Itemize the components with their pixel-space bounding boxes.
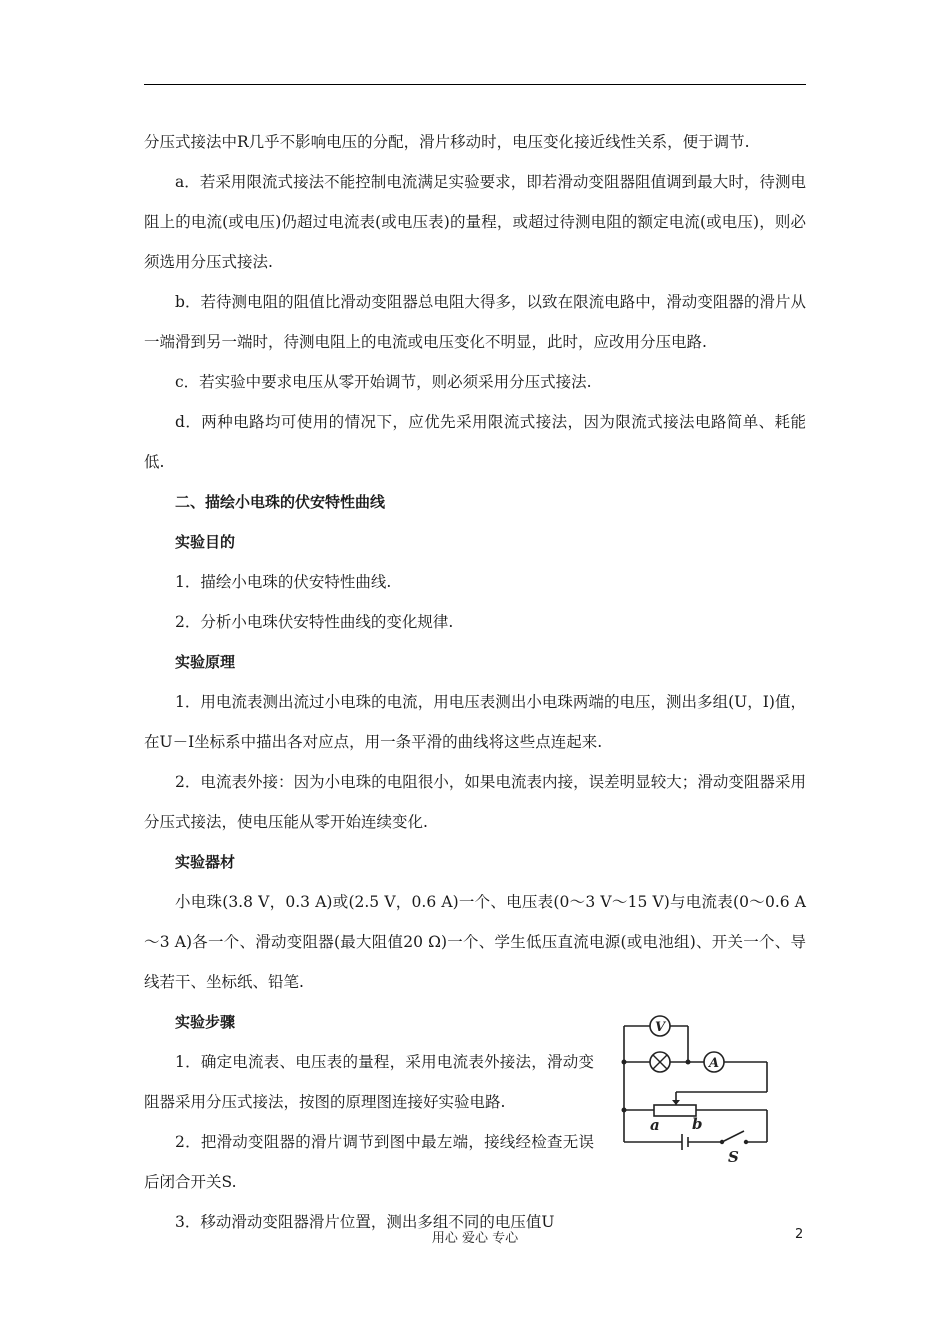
page-footer: 用心 爱心 专心 [431,1231,519,1246]
paragraph-intro: 分压式接法中R几乎不影响电压的分配，滑片移动时，电压变化接近线性关系，便于调节. [144,133,750,151]
page-number: 2 [795,1227,804,1242]
rheostat-end-b-label: b [692,1115,703,1133]
step-item-2: 2．把滑动变阻器的滑片调节到图中最左端，接线经检查无误后闭合开关S. [144,1133,594,1191]
paragraph-c: c．若实验中要求电压从零开始调节，则必须采用分压式接法. [175,373,592,391]
ammeter-label: A [708,1056,720,1071]
paragraph-b: b．若待测电阻的阻值比滑动变阻器总电阻大得多，以致在限流电路中，滑动变阻器的滑片从一端滑到另一端时，待测电阻上的电流或电压变化不明显，此时，应改用分压电路. [144,293,806,351]
equipment-text: 小电珠(3.8 V，0.3 A)或(2.5 V，0.6 A)一个、电压表(0～3 V～15 V)与电流表(0～0.6 A～3 A)各一个、滑动变阻器(最大阻值20 Ω)一个、学生低压直流电源(或电池组)、开关一个、导线若干、坐标纸、铅笔. [144,893,806,991]
principle-heading: 实验原理 [175,653,236,671]
purpose-item-2: 2．分析小电珠伏安特性曲线的变化规律. [175,613,454,631]
switch-label: S [728,1148,739,1166]
steps-heading: 实验步骤 [175,1013,236,1031]
purpose-heading: 实验目的 [175,533,236,551]
paragraph-d: d．两种电路均可使用的情况下，应优先采用限流式接法，因为限流式接法电路简单、耗能低. [144,413,806,471]
section-title: 二、描绘小电珠的伏安特性曲线 [175,493,386,511]
header-rule [144,84,806,85]
step-item-1: 1．确定电流表、电压表的量程，采用电流表外接法，滑动变阻器采用分压式接法，按图的原理图连接好实验电路. [144,1053,594,1111]
principle-item-1: 1．用电流表测出流过小电珠的电流，用电压表测出小电珠两端的电压，测出多组(U，I)值，在U－I坐标系中描出各对应点，用一条平滑的曲线将这些点连起来. [144,693,806,751]
paragraph-a: a．若采用限流式接法不能控制电流满足实验要求，即若滑动变阻器阻值调到最大时，待测电阻上的电流(或电压)仍超过电流表(或电压表)的量程，或超过待测电阻的额定电流(或电压)，则必须选用分压式接法. [144,173,806,271]
rheostat-end-a-label: a [650,1116,660,1134]
step-item-3: 3．移动滑动变阻器滑片位置，测出多组不同的电压值U [175,1213,555,1231]
steps-list [144,1042,594,1242]
circuit-diagram [612,1012,782,1172]
equipment-heading: 实验器材 [175,853,236,871]
purpose-item-1: 1．描绘小电珠的伏安特性曲线. [175,573,392,591]
principle-item-2: 2．电流表外接：因为小电珠的电阻很小，如果电流表内接，误差明显较大；滑动变阻器采用分压式接法，使电压能从零开始连续变化. [144,773,806,831]
voltmeter-label: V [654,1020,666,1035]
